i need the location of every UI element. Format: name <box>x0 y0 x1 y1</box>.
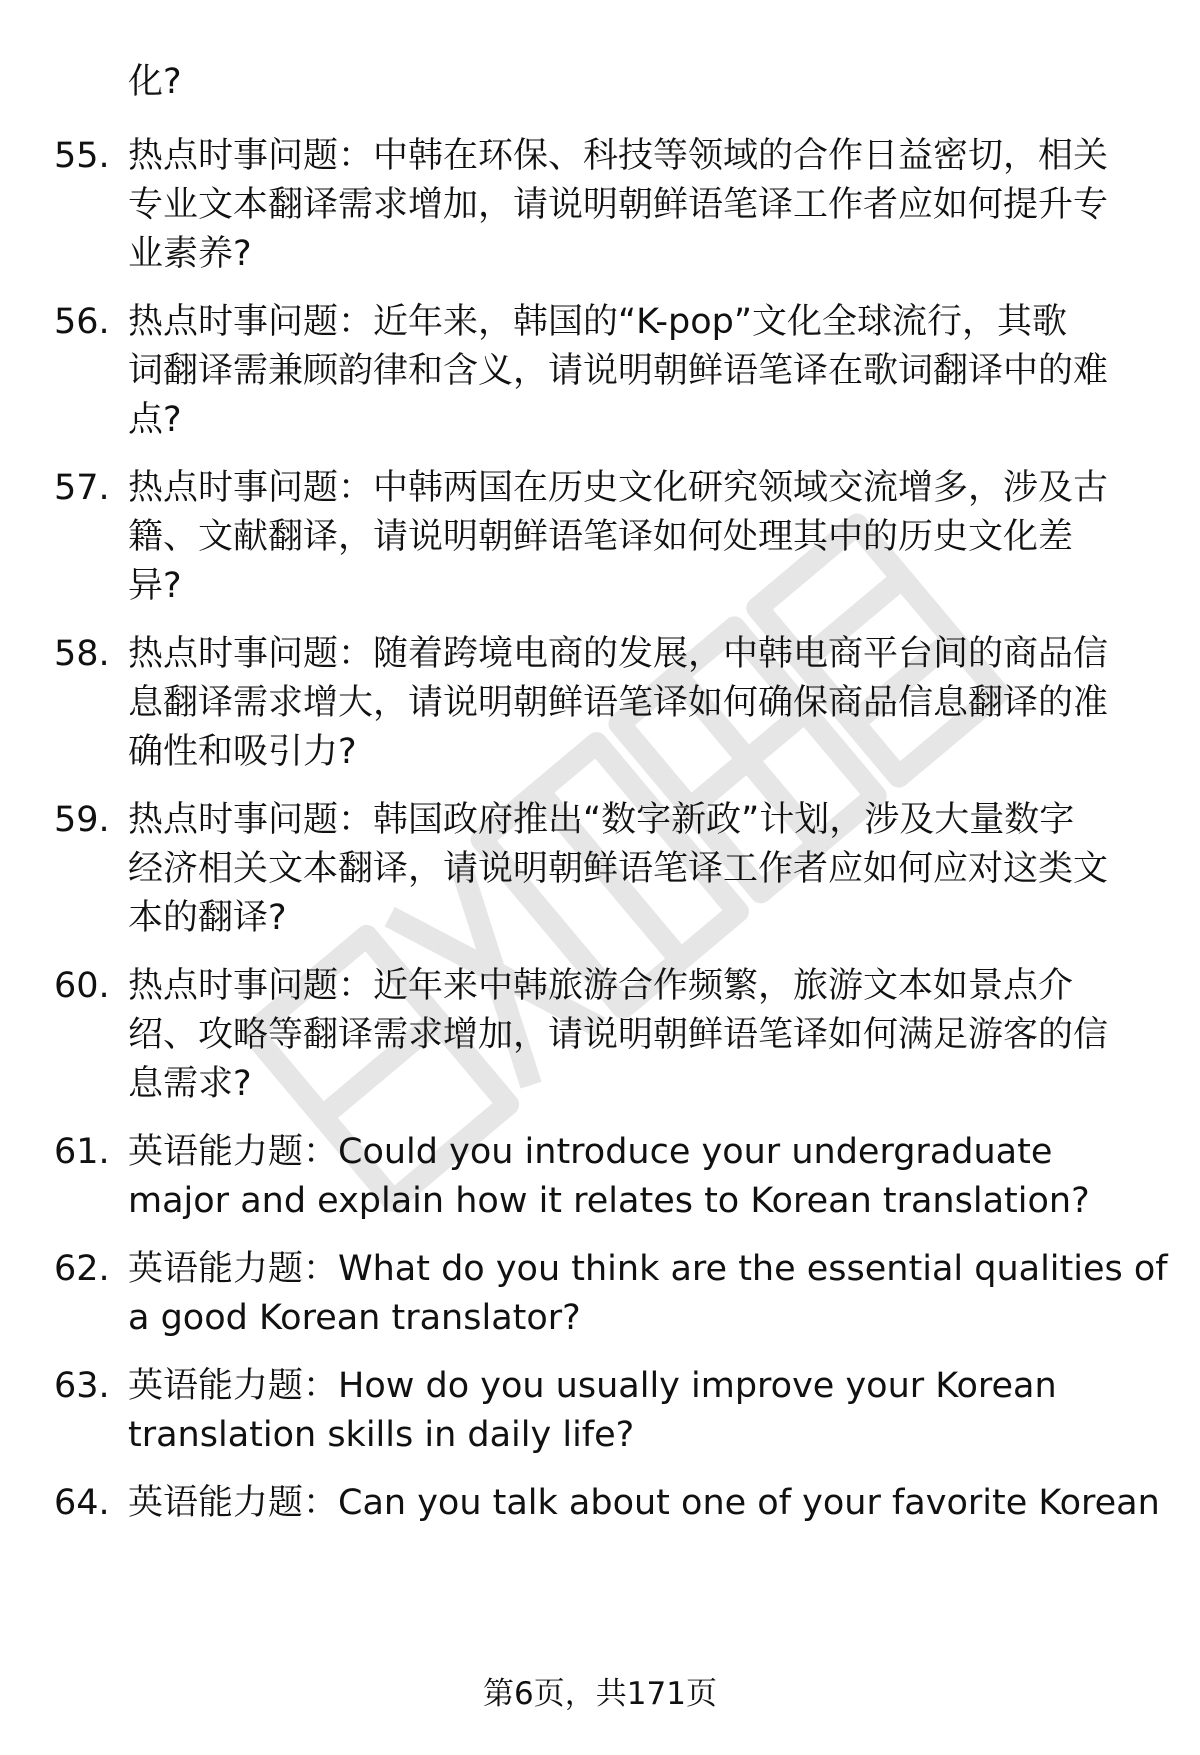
text-line: 息翻译需求增大，请说明朝鲜语笔译如何确保商品信息翻译的准 <box>128 683 1109 723</box>
text-line: 热点时事问题：中韩在环保、科技等领域的合作日益密切，相关 <box>128 136 1109 176</box>
text-line: 英语能力题：Could you introduce your undergraduate <box>128 1132 1053 1172</box>
text-line: 息需求? <box>128 1064 252 1104</box>
item-number: 56. <box>54 302 110 342</box>
text-line: 热点时事问题：韩国政府推出“数字新政”计划，涉及大量数字 <box>128 800 1075 840</box>
text-line: 本的翻译? <box>128 898 287 938</box>
text-line: 确性和吸引力? <box>128 732 357 772</box>
item-number: 61. <box>54 1132 110 1172</box>
text-line: 籍、文献翻译，请说明朝鲜语笔译如何处理其中的历史文化差 <box>128 517 1074 557</box>
text-line: 词翻译需兼顾韵律和含义，请说明朝鲜语笔译在歌词翻译中的难 <box>128 351 1109 391</box>
text-line: 专业文本翻译需求增加，请说明朝鲜语笔译工作者应如何提升专 <box>128 185 1109 225</box>
item-number: 64. <box>54 1483 110 1523</box>
text-line: major and explain how it relates to Korean translation? <box>128 1181 1090 1221</box>
item-number: 63. <box>54 1366 110 1406</box>
item-text <box>128 298 1148 445</box>
text-line: 热点时事问题：近年来中韩旅游合作频繁，旅游文本如景点介 <box>128 966 1074 1006</box>
text-line: 异? <box>128 566 182 606</box>
text-line: 热点时事问题：中韩两国在历史文化研究领域交流增多，涉及古 <box>128 468 1109 508</box>
item-text <box>128 1362 1148 1460</box>
text-line: 热点时事问题：近年来，韩国的“K-pop”文化全球流行，其歌 <box>128 302 1068 342</box>
item-number: 60. <box>54 966 110 1006</box>
item-text <box>128 1128 1148 1226</box>
text-line: translation skills in daily life? <box>128 1415 635 1455</box>
text-line: 点? <box>128 400 182 440</box>
text-line: 业素养? <box>128 234 252 274</box>
text-line: 经济相关文本翻译，请说明朝鲜语笔译工作者应如何应对这类文 <box>128 849 1109 889</box>
text-line: 热点时事问题：随着跨境电商的发展，中韩电商平台间的商品信 <box>128 634 1109 674</box>
item-number: 55. <box>54 136 110 176</box>
item-text <box>128 1245 1168 1343</box>
item-text <box>128 630 1148 777</box>
text-line: 英语能力题：How do you usually improve your Korean <box>128 1366 1057 1406</box>
item-number: 57. <box>54 468 110 508</box>
text-line: 绍、攻略等翻译需求增加，请说明朝鲜语笔译如何满足游客的信 <box>128 1015 1109 1055</box>
continuation-text: 化? <box>128 62 182 102</box>
text-line: 英语能力题：Can you talk about one of your favorite Korean <box>128 1483 1160 1523</box>
text-line: 英语能力题：What do you think are the essential qualities of <box>128 1249 1168 1289</box>
item-text <box>128 796 1148 943</box>
page-footer: 第6页，共171页 <box>483 1676 717 1712</box>
item-text <box>128 464 1148 611</box>
item-number: 62. <box>54 1249 110 1289</box>
item-text <box>128 1479 1160 1528</box>
item-text <box>128 132 1148 279</box>
item-number: 59. <box>54 800 110 840</box>
item-number: 58. <box>54 634 110 674</box>
item-text <box>128 962 1148 1109</box>
text-line: a good Korean translator? <box>128 1298 581 1338</box>
